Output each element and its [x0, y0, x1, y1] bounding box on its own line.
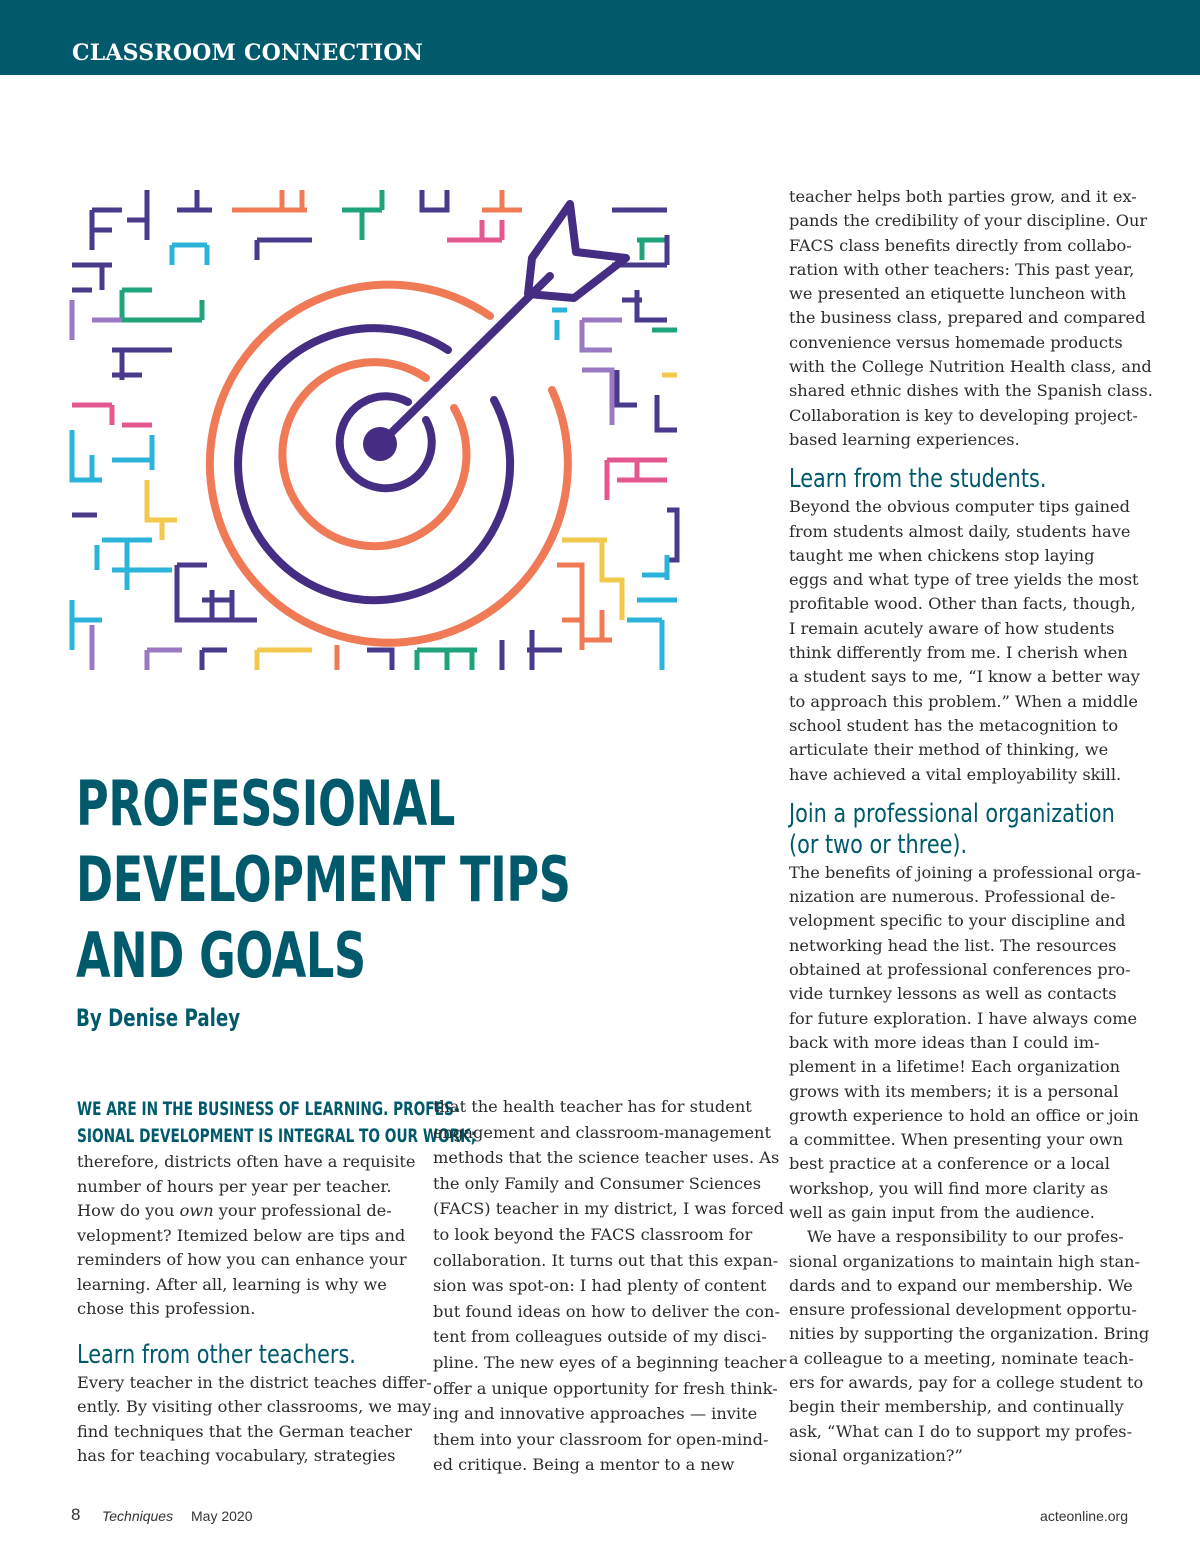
body-line: plement in a lifetime! Each organization [789, 1057, 1121, 1077]
body-line: engagement and classroom-management [433, 1122, 771, 1142]
body-line: FACS class benefits directly from collabo- [789, 235, 1132, 255]
body-line: (FACS) teacher in my district, I was forced [433, 1199, 784, 1219]
website-link[interactable]: acteonline.org [1040, 1508, 1128, 1524]
body-line: convenience versus homemade products [789, 332, 1123, 352]
body-line: pands the credibility of your discipline. Our [789, 211, 1148, 231]
target-icon [210, 285, 568, 643]
body-line: We have a responsibility to our profes- [807, 1227, 1124, 1247]
body-line: them into your classroom for open-mind- [433, 1429, 769, 1449]
body-line: a student says to me, “I know a better way [789, 667, 1140, 687]
body-line: chose this profession. [77, 1299, 256, 1318]
body-line: that the health teacher has for student [433, 1097, 752, 1116]
body-line: Beyond the obvious computer tips gained [789, 497, 1130, 517]
byline: By Denise Paley [76, 1004, 241, 1032]
body-line: a colleague to a meeting, nominate teach- [789, 1348, 1134, 1368]
body-line: offer a unique opportunity for fresh think- [433, 1378, 778, 1398]
body-line: articulate their method of thinking, we [789, 740, 1109, 760]
issue-date: May 2020 [191, 1508, 253, 1524]
body-line: from students almost daily, students have [789, 521, 1131, 541]
body-line [77, 1199, 417, 1224]
section-subhead: Learn from the students. [789, 464, 1047, 495]
body-line: therefore, districts often have a requisite [77, 1152, 416, 1171]
body-line: obtained at professional conferences pro- [789, 960, 1131, 980]
section-subhead: (or two or three). [789, 829, 968, 860]
body-line: well as gain input from the audience. [789, 1202, 1095, 1222]
body-line: ask, “What can I do to support my profes- [789, 1421, 1133, 1441]
body-line: pline. The new eyes of a beginning teacher [433, 1352, 787, 1372]
body-text: How do you [77, 1201, 180, 1220]
body-line: nities by supporting the organization. Bring [789, 1324, 1150, 1344]
column-3 [789, 185, 1153, 1468]
body-line: ing and innovative approaches — invite [433, 1404, 758, 1424]
body-line: eggs and what type of tree yields the most [789, 570, 1139, 590]
body-line: we presented an etiquette luncheon with [789, 284, 1127, 304]
body-line: workshop, you will find more clarity as [789, 1178, 1109, 1198]
body-line: velopment? Itemized below are tips and [77, 1225, 406, 1245]
body-line: vide turnkey lessons as well as contacts [789, 984, 1117, 1004]
lead-line: SIONAL DEVELOPMENT IS INTEGRAL TO OUR WORK; [77, 1126, 477, 1147]
body-text: your professional de- [213, 1201, 392, 1220]
title-line: DEVELOPMENT TIPS [76, 843, 571, 916]
body-line: to approach this problem.” When a middle [789, 691, 1139, 711]
body-line: teacher helps both parties grow, and it ex- [789, 187, 1137, 206]
body-line: with the College Nutrition Health class, and [789, 357, 1152, 377]
body-line: but found ideas on how to deliver the con- [433, 1301, 780, 1321]
title-line: AND GOALS [76, 919, 366, 992]
body-line: ently. By visiting other classrooms, we may [77, 1397, 432, 1416]
body-line: velopment specific to your discipline and [789, 911, 1126, 931]
body-line: ed critique. Being a mentor to a new [433, 1455, 735, 1475]
body-line: the only Family and Consumer Sciences [433, 1173, 762, 1193]
body-line: school student has the metacognition to [789, 715, 1119, 735]
emphasis-text: own [179, 1201, 214, 1220]
body-line: The benefits of joining a professional orga- [789, 862, 1142, 882]
body-line: ers for awards, pay for a college student to [789, 1373, 1144, 1393]
body-line: ration with other teachers: This past year, [789, 259, 1135, 279]
body-line: growth experience to hold an office or join [789, 1105, 1139, 1125]
body-line: sional organization?” [789, 1445, 963, 1465]
body-line: Every teacher in the district teaches differ- [77, 1372, 432, 1392]
body-line: to look beyond the FACS classroom for [433, 1224, 753, 1244]
body-line: based learning experiences. [789, 429, 1020, 449]
body-line: sion was spot-on: I had plenty of content [433, 1276, 767, 1296]
body-line: for future exploration. I have always come [789, 1008, 1138, 1028]
page-footer [0, 1502, 1200, 1532]
body-line: find techniques that the German teacher [77, 1421, 412, 1441]
body-line: networking head the list. The resources [789, 935, 1117, 955]
page-number: 8 [71, 1505, 81, 1524]
body-line: taught me when chickens stop laying [789, 545, 1095, 565]
body-line: ensure professional development opportu- [789, 1300, 1137, 1320]
section-title: CLASSROOM CONNECTION [72, 40, 424, 66]
publication-name: Techniques [102, 1508, 174, 1524]
body-line: learning. After all, learning is why we [77, 1274, 387, 1294]
column-2 [433, 1094, 787, 1478]
body-line: I remain acutely aware of how students [789, 618, 1115, 638]
body-line: dards and to expand our membership. We [789, 1275, 1133, 1295]
body-line: sional organizations to maintain high stan- [789, 1251, 1141, 1271]
body-line: methods that the science teacher uses. As [433, 1148, 780, 1168]
body-line: number of hours per year per teacher. [77, 1176, 392, 1196]
section-subhead: Learn from other teachers. [77, 1339, 356, 1370]
article-title [76, 766, 571, 994]
body-line: collaboration. It turns out that this expan- [433, 1250, 779, 1270]
body-line: back with more ideas than I could im- [789, 1032, 1100, 1052]
lead-line: WE ARE IN THE BUSINESS OF LEARNING. PROFES- [77, 1099, 460, 1120]
body-line: grows with its members; it is a personal [789, 1081, 1119, 1101]
column-1 [77, 1096, 477, 1469]
body-line: think differently from me. I cherish when [789, 643, 1128, 663]
body-line: profitable wood. Other than facts, though, [789, 594, 1136, 614]
body-line: have achieved a vital employability skill. [789, 764, 1122, 784]
body-line: begin their membership, and continually [789, 1397, 1124, 1417]
body-line: the business class, prepared and compared [789, 308, 1146, 328]
body-line: Collaboration is key to developing project- [789, 405, 1138, 425]
body-line: has for teaching vocabulary, strategies [77, 1446, 396, 1465]
section-subhead: Join a professional organization [789, 798, 1115, 829]
body-line: nization are numerous. Professional de- [789, 887, 1116, 907]
title-line: PROFESSIONAL [76, 767, 455, 840]
target-illustration [62, 180, 692, 680]
section-banner [0, 0, 1200, 75]
body-line: shared ethnic dishes with the Spanish class. [789, 381, 1153, 401]
body-line: best practice at a conference or a local [789, 1154, 1110, 1174]
body-line: reminders of how you can enhance your [77, 1250, 407, 1269]
body-line: a committee. When presenting your own [789, 1130, 1123, 1150]
body-line: tent from colleagues outside of my disci- [433, 1327, 767, 1347]
